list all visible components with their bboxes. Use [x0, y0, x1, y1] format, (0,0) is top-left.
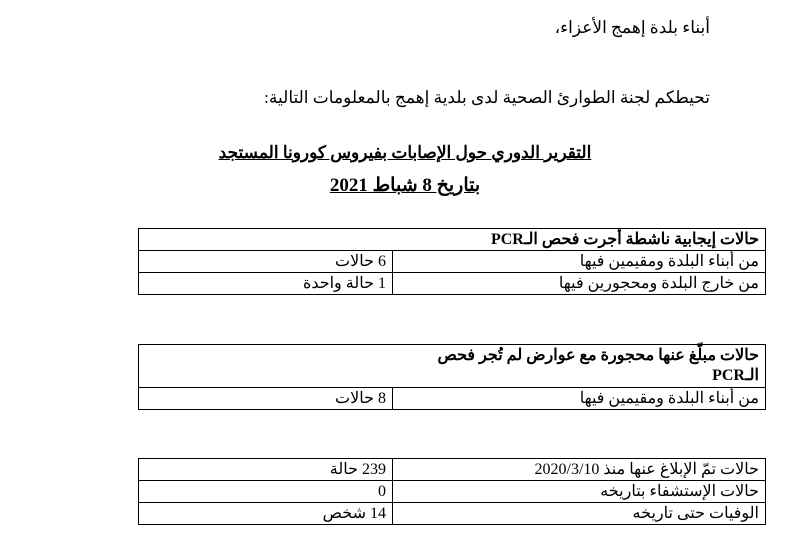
row-value: 0 [139, 481, 393, 503]
table-row [139, 481, 766, 503]
table-header-row [139, 345, 766, 388]
table-row [139, 251, 766, 273]
reported-header-line1: حالات مبلّغ عنها محجورة مع عوارض لم تُجر فحص [437, 347, 759, 364]
row-label: حالات الإستشفاء بتاريخه [393, 481, 766, 503]
greeting-text: أبناء بلدة إهمج الأعزاء، [554, 18, 710, 37]
row-label: الوفيات حتى تاريخه [393, 503, 766, 525]
table-row [139, 388, 766, 410]
table-row [139, 503, 766, 525]
row-value: 239 حالة [139, 459, 393, 481]
row-value: 14 شخص [139, 503, 393, 525]
reported-header-line2: الـPCR [712, 367, 759, 384]
row-label: من خارج البلدة ومحجورين فيها [393, 273, 766, 295]
row-label: من أبناء البلدة ومقيمين فيها [393, 251, 766, 273]
reported-cases-table [138, 344, 766, 410]
table-header-row [139, 229, 766, 251]
row-value: 1 حالة واحدة [139, 273, 393, 295]
row-value: 8 حالات [139, 388, 393, 410]
row-label: من أبناء البلدة ومقيمين فيها [393, 388, 766, 410]
table-row [139, 273, 766, 295]
row-label: حالات تمّ الإبلاغ عنها منذ 2020/3/10 [393, 459, 766, 481]
totals-table [138, 458, 766, 525]
report-title: التقرير الدوري حول الإصابات بفيروس كورونا المستجد [218, 143, 592, 162]
row-value: 6 حالات [139, 251, 393, 273]
table-row [139, 459, 766, 481]
reported-cases-header [139, 345, 766, 388]
pcr-cases-header: حالات إيجابية ناشطة أجرت فحص الـPCR [139, 229, 766, 251]
pcr-cases-table [138, 228, 766, 295]
report-date: بتاريخ 8 شباط 2021 [329, 175, 481, 196]
intro-text: تحيطكم لجنة الطوارئ الصحية لدى بلدية إهمج بالمعلومات التالية: [264, 88, 710, 107]
